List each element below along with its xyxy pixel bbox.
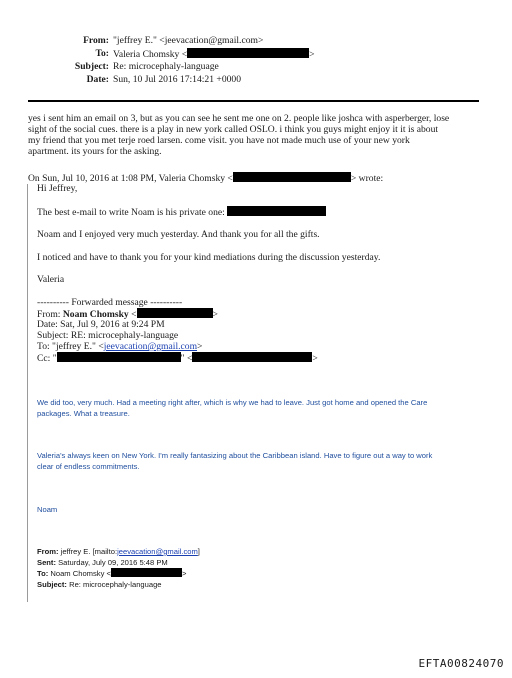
valeria-signature: Valeria [37, 274, 65, 285]
forward-subject: Subject: RE: microcephaly-language [37, 330, 179, 341]
valeria-line-mediations: I noticed and have to thank you for your kind mediations during the discussion yesterday. [37, 252, 381, 263]
redaction-block [227, 206, 326, 216]
document-id: EFTA00824070 [418, 657, 504, 670]
email-link[interactable]: jeevacation@gmail.com [117, 547, 198, 556]
orig-from: From: jeffrey E. [mailto:jeevacation@gmail.com] [37, 547, 200, 556]
from-value: "jeffrey E." <jeevacation@gmail.com> [113, 35, 264, 46]
forward-cc: Cc: " " < > [37, 353, 318, 364]
from-label: From: [83, 35, 109, 46]
quote-bar [27, 184, 28, 602]
date-value: Sun, 10 Jul 2016 17:14:21 +0000 [113, 74, 242, 85]
redaction-block [233, 172, 351, 182]
noam-signature: Noam [37, 505, 58, 514]
forward-from: From: Noam Chomsky < > [37, 309, 218, 320]
orig-subject: Subject: Re: microcephaly-language [37, 579, 162, 589]
redaction-block [111, 568, 182, 577]
forward-divider: ---------- Forwarded message ---------- [37, 297, 183, 308]
reply-line: sight of the social cues. there is a play in new york called OSLO. i think you guys might enjoy it it is about [28, 124, 439, 135]
to-value: Valeria Chomsky < > [113, 49, 315, 60]
orig-to: To: Noam Chomsky < > [37, 569, 187, 578]
valeria-greeting: Hi Jeffrey, [37, 183, 78, 194]
subject-value: Re: microcephaly-language [113, 61, 219, 72]
header-divider [28, 100, 479, 102]
valeria-line-email: The best e-mail to write Noam is his private one: [37, 206, 326, 218]
redaction-block [192, 352, 312, 362]
reply-body [28, 113, 449, 157]
forward-to: To: "jeffrey E." <jeevacation@gmail.com> [37, 341, 203, 352]
reply-line: yes i sent him an email on 3, but as you can see he sent me one on 2. people like joshca with asperberger, lose [28, 113, 450, 124]
valeria-line-thanks: Noam and I enjoyed very much yesterday. And thank you for all the gifts. [37, 229, 320, 240]
original-header [37, 547, 200, 590]
subject-label: Subject: [74, 61, 109, 72]
quote-intro: On Sun, Jul 10, 2016 at 1:08 PM, Valeria Chomsky < > wrote: [28, 173, 384, 184]
reply-line: apartment. its yours for the asking. [28, 146, 162, 157]
email-link[interactable]: jeevacation@gmail.com [103, 341, 198, 352]
redaction-block [137, 308, 213, 318]
email-header [0, 35, 512, 87]
redaction-block [57, 352, 181, 362]
noam-paragraph-1: We did too, very much. Had a meeting right after, which is why we had to leave. Just got home and opened the Care packages. What a treasure. [37, 398, 428, 418]
orig-sent: Sent: Saturday, July 09, 2016 5:48 PM [37, 557, 168, 567]
noam-paragraph-2: Valeria's always keen on New York. I'm really fantasizing about the Caribbean island. Have to figure out a way to work clear of endless commitments. [37, 451, 433, 471]
forward-date: Date: Sat, Jul 9, 2016 at 9:24 PM [37, 319, 165, 330]
redaction-block [187, 48, 309, 58]
date-label: Date: [86, 74, 109, 85]
reply-line: my friend that you met terje roed larsen. come visit. you have not made much use of your new york [28, 135, 410, 146]
to-label: To: [95, 48, 109, 59]
